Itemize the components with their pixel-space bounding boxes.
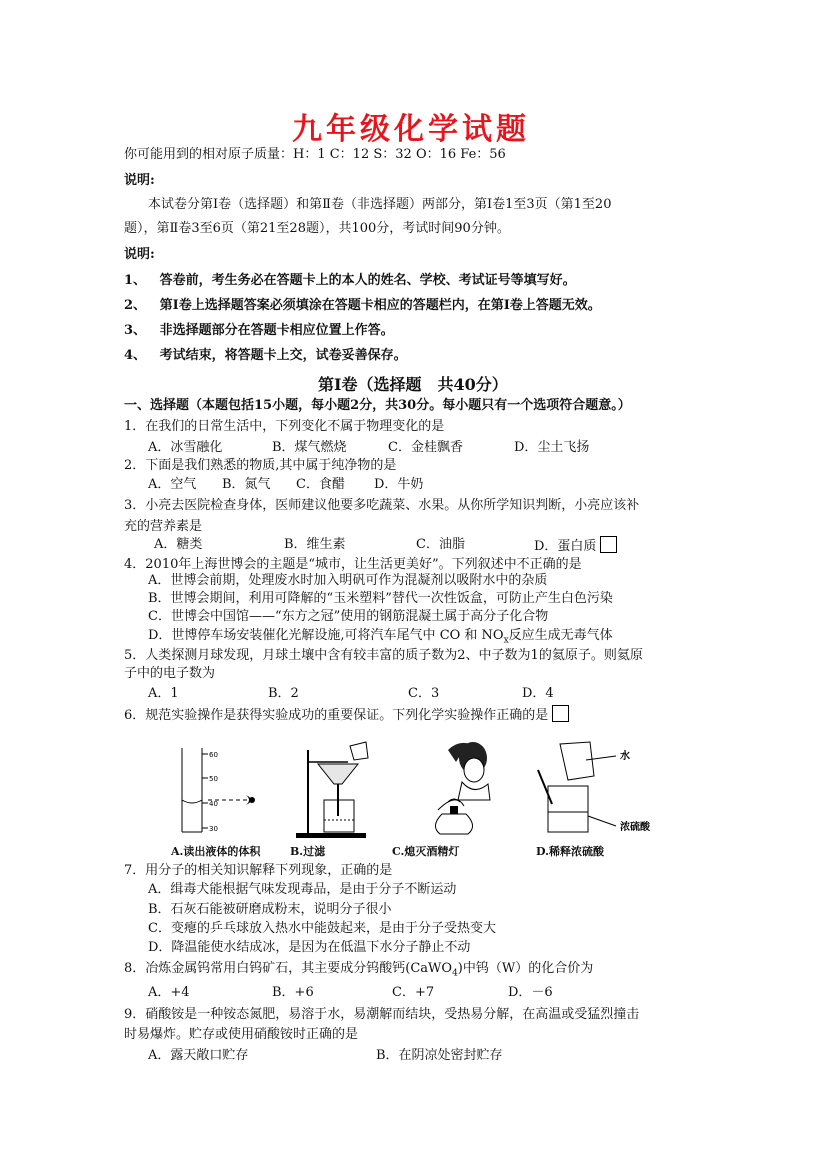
option-c: C．+7: [392, 985, 435, 1000]
rule-item: [124, 297, 601, 315]
option-c: C．3: [408, 686, 440, 701]
rule-number: 2、: [124, 298, 147, 313]
question-stem: 时易爆炸。贮存或使用硝酸铵时正确的是: [124, 1027, 359, 1042]
question-stem: 5．人类探测月球发现，月球土壤中含有较丰富的质子数为2、中子数为1的氦原子。则氦原: [124, 648, 643, 663]
question-stem: 子中的电子数为: [124, 666, 216, 681]
figure-caption: D.稀释浓硫酸: [536, 845, 604, 858]
question-stem: 1．在我们的日常生活中，下列变化不属于物理变化的是: [124, 419, 445, 434]
option-b: B．石灰石能被研磨成粉末，说明分子很小: [148, 902, 392, 917]
question-tail: )中钨（W）的化合价为: [457, 961, 594, 976]
option-d: [534, 536, 617, 556]
option-a: A．露天敞口贮存: [148, 1048, 249, 1063]
option-b: B．2: [268, 686, 299, 701]
section-intro: 一、选择题（本题包括15小题，每小题2分，共30分。每小题只有一个选项符合题意。）: [124, 398, 631, 413]
question-stem: [124, 960, 593, 983]
rule-item: [124, 322, 394, 340]
option-c: C．世博会中国馆——“东方之冠”使用的钢筋混凝土属于高分子化合物: [148, 609, 549, 624]
rule-number: 4、: [124, 348, 147, 363]
question-stem: 9．硝酸铵是一种铵态氮肥，易溶于水，易潮解而结块，受热易分解，在高温或受猛烈撞击: [124, 1007, 640, 1022]
tick-label: 30: [209, 825, 218, 833]
note-label: 说明:: [124, 247, 155, 262]
question-stem: 4．2010年上海世博会的主题是“城市，让生活更美好”。下列叙述中不正确的是: [124, 557, 582, 572]
option-d-tail: 反应生成无毒气体: [508, 628, 613, 643]
option-b: B．世博会期间，利用可降解的“玉米塑料”替代一次性饭盒，可防止产生白色污染: [148, 591, 613, 606]
option-b: B．煤气燃烧: [272, 440, 347, 455]
question-stem: [124, 705, 569, 725]
alcohol-lamp-figure: [435, 742, 490, 834]
rule-item: [124, 272, 576, 290]
subscript: x: [503, 635, 509, 646]
rule-text: 答卷前，考生务必在答题卡上的本人的姓名、学校、考试证号等填写好。: [159, 273, 576, 288]
option-d: D．尘土飞扬: [514, 440, 590, 455]
figure-caption: B.过滤: [290, 845, 326, 858]
question-stem: 3．小亮去医院检查身体，医师建议他要多吃蔬菜、水果。从你所学知识判断，小亮应该补: [124, 498, 640, 513]
dilution-figure: [538, 742, 616, 832]
subscript: 4: [452, 968, 458, 979]
answer-box: [600, 536, 617, 553]
option-d: D．－6: [508, 985, 553, 1000]
rule-text: 第Ⅰ卷上选择题答案必须填涂在答题卡相应的答题栏内，在第Ⅰ卷上答题无效。: [159, 298, 601, 313]
filtration-figure: [296, 742, 368, 838]
option-a: A．缉毒犬能根据气味发现毒品，是由于分子不断运动: [148, 882, 457, 897]
option-c: C．金桂飘香: [388, 440, 463, 455]
label-water: 水: [620, 751, 630, 762]
option-a: A．+4: [148, 985, 190, 1000]
option-c: C．变瘪的乒乓球放入热水中能鼓起来，是由于分子受热变大: [148, 921, 496, 936]
tick-label: 40: [209, 800, 218, 808]
rule-text: 非选择题部分在答题卡相应位置上作答。: [159, 323, 394, 338]
section-title: 第Ⅰ卷（选择题 共40分）: [318, 375, 508, 394]
atomic-mass-line: 你可能用到的相对原子质量：H：1 C：12 S：32 O：16 Fe：56: [124, 147, 506, 162]
option-c: C．食醋: [296, 477, 345, 492]
note-label: 说明:: [124, 173, 155, 188]
question-stem: 2．下面是我们熟悉的物质,其中属于纯净物的是: [124, 458, 397, 473]
page-title: 九年级化学试题: [292, 112, 530, 147]
question-text: 6．规范实验操作是获得实验成功的重要保证。下列化学实验操作正确的是: [124, 708, 549, 723]
option-b: B．+6: [272, 985, 314, 1000]
option-a: A．冰雪融化: [148, 440, 223, 455]
option-d-text: D．世博停车场安装催化光解设施,可将汽车尾气中 CO 和 NO: [148, 628, 504, 643]
option-a: A．糖类: [154, 537, 203, 552]
option-a: A．1: [148, 686, 179, 701]
rule-number: 3、: [124, 323, 147, 338]
option-b: B．氮气: [222, 477, 271, 492]
option-b: B．维生素: [284, 537, 346, 552]
tick-label: 60: [209, 751, 218, 759]
option-c: C．油脂: [416, 537, 465, 552]
option-a: A．空气: [148, 477, 197, 492]
figure-caption: C.熄灭酒精灯: [392, 845, 460, 858]
figure-caption: A.读出液体的体积: [171, 845, 261, 858]
answer-box: [552, 705, 569, 722]
note-text-line: 本试卷分第Ⅰ卷（选择题）和第Ⅱ卷（非选择题）两部分，第Ⅰ卷1至3页（第1至20: [148, 197, 612, 212]
rule-number: 1、: [124, 273, 147, 288]
option-d: D．牛奶: [374, 477, 424, 492]
rule-text: 考试结束，将答题卡上交，试卷妥善保存。: [159, 348, 407, 363]
option-a: A．世博会前期，处理废水时加入明矾可作为混凝剂以吸附水中的杂质: [148, 573, 548, 588]
label-acid: 浓硫酸: [620, 822, 650, 833]
option-d: D．4: [522, 686, 554, 701]
note-text-line: 题），第Ⅱ卷3至6页（第21至28题），共100分，考试时间90分钟。: [124, 221, 510, 236]
option-d: D．降温能使水结成冰，是因为在低温下水分子静止不动: [148, 940, 471, 955]
option-b: B．在阴凉处密封贮存: [376, 1048, 503, 1063]
question-text: 8．冶炼金属钨常用白钨矿石，其主要成分钨酸钙(CaWO: [124, 961, 453, 976]
graduated-cylinder-figure: [182, 748, 255, 832]
question-stem: 充的营养素是: [124, 519, 203, 534]
rule-item: [124, 347, 407, 365]
question-stem: 7．用分子的相关知识解释下列现象，正确的是: [124, 863, 393, 878]
tick-label: 50: [209, 775, 218, 783]
option-d-text: D．蛋白质: [534, 539, 597, 554]
